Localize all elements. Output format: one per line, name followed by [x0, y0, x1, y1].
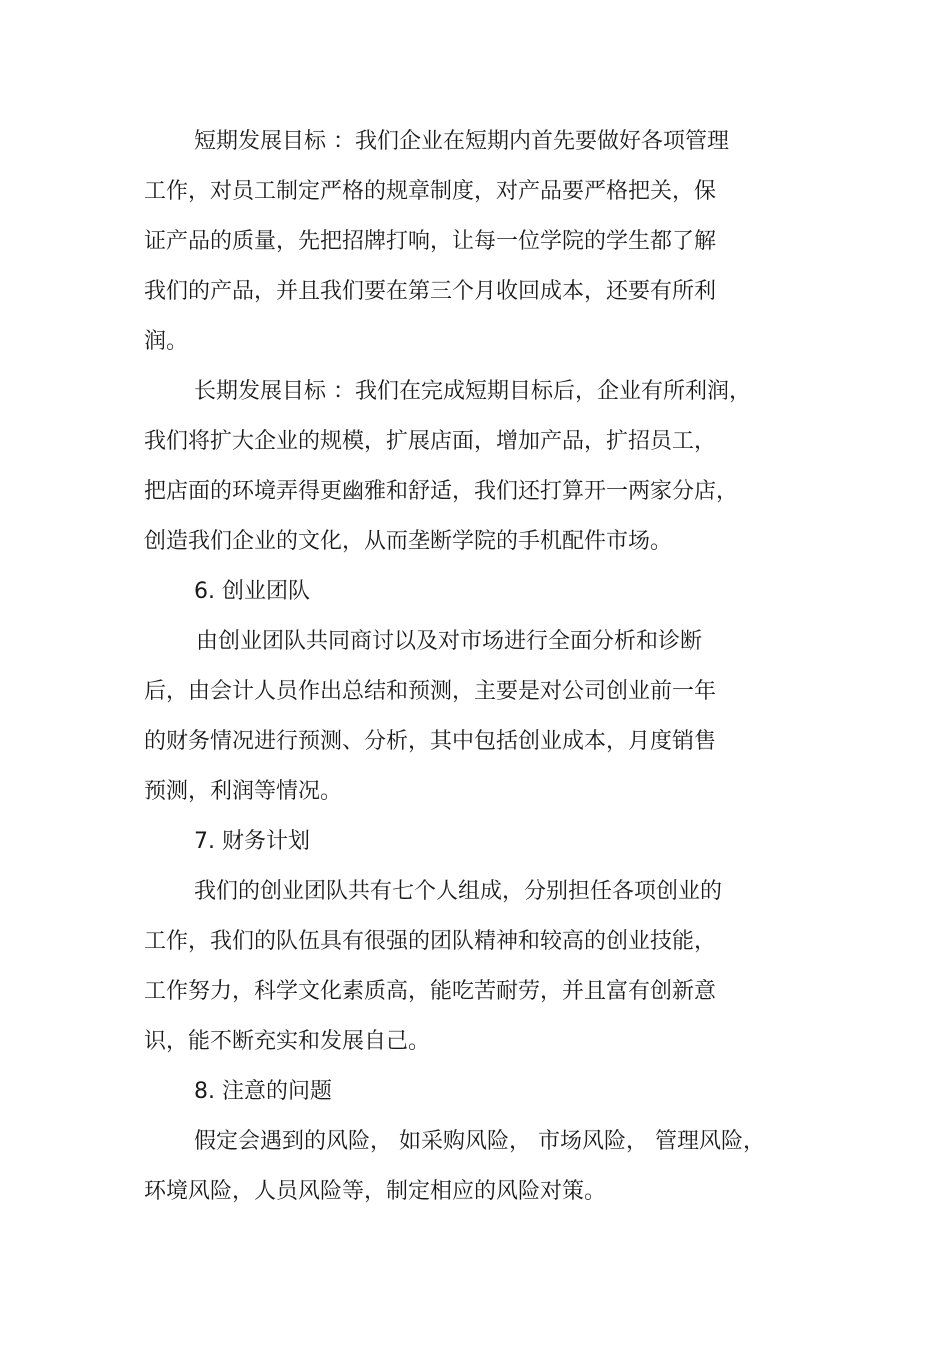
paragraph-short-term-line-1: 短期发展目标 ：我们企业在短期内首先要做好各项管理 [194, 129, 729, 154]
paragraph-finance-line-3: 工作努力，科学文化素质高，能吃苦耐劳，并且富有创新意 [144, 979, 717, 1004]
paragraph-team-line-3: 的财务情况进行预测、分析，其中包括创业成本，月度销售 [144, 729, 717, 754]
paragraph-long-term-line-4: 创造我们企业的文化，从而垄断学院的手机配件市场。 [144, 529, 673, 554]
section-heading-8: 8. 注意的问题 [194, 1079, 332, 1104]
paragraph-team-line-4: 预测，利润等情况。 [144, 779, 343, 804]
paragraph-long-term-line-3: 把店面的环境弄得更幽雅和舒适，我们还打算开一两家分店， [144, 479, 739, 504]
paragraph-team-line-2: 后，由会计人员作出总结和预测，主要是对公司创业前一年 [144, 679, 717, 704]
paragraph-short-term-line-2: 工作，对员工制定严格的规章制度，对产品要严格把关，保 [144, 179, 717, 204]
paragraph-finance-line-2: 工作，我们的队伍具有很强的团队精神和较高的创业技能， [144, 929, 717, 954]
paragraph-long-term-line-1: 长期发展目标 ：我们在完成短期目标后，企业有所利润， [194, 379, 751, 404]
paragraph-finance-line-1: 我们的创业团队共有七个人组成，分别担任各项创业的 [194, 879, 723, 904]
paragraph-short-term-line-5: 润。 [144, 329, 189, 354]
paragraph-finance-line-4: 识，能不断充实和发展自己。 [144, 1029, 431, 1054]
paragraph-risk-line-1: 假定会遇到的风险， 如采购风险， 市场风险， 管理风险， [194, 1129, 765, 1154]
section-heading-6: 6. 创业团队 [194, 579, 310, 604]
paragraph-team-line-1: 由创业团队共同商讨以及对市场进行全面分析和诊断 [196, 629, 703, 654]
paragraph-risk-line-2: 环境风险，人员风险等，制定相应的风险对策。 [144, 1179, 607, 1204]
section-heading-7: 7. 财务计划 [194, 829, 310, 854]
paragraph-short-term-line-3: 证产品的质量，先把招牌打响，让每一位学院的学生都了解 [144, 229, 717, 254]
paragraph-short-term-line-4: 我们的产品，并且我们要在第三个月收回成本，还要有所利 [144, 279, 717, 304]
paragraph-long-term-line-2: 我们将扩大企业的规模，扩展店面，增加产品，扩招员工， [144, 429, 717, 454]
